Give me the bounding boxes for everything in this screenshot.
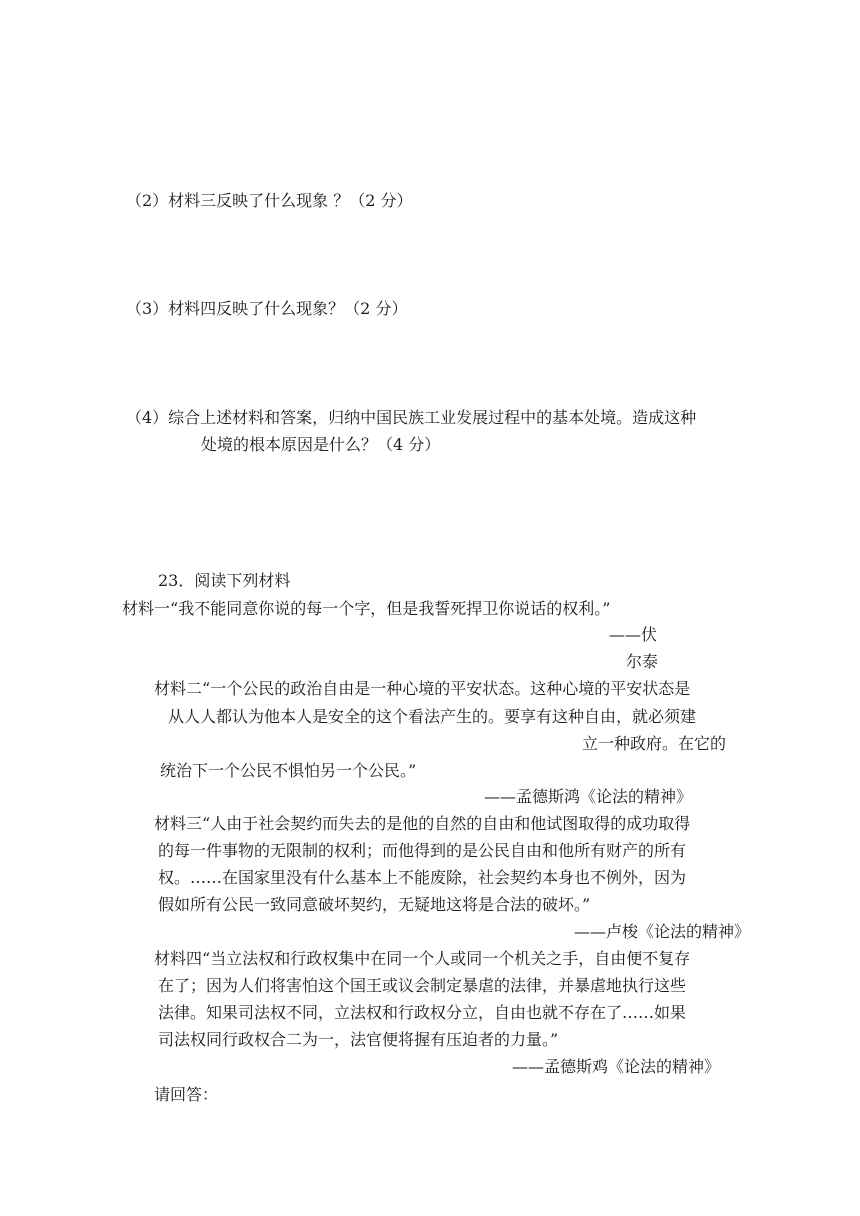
material-3-line-4: 假如所有公民一致同意破坏契约，无疑地这将是合法的破坏。” [158,895,591,914]
material-4-line-4: 司法权同行政权合二为一，法官便将握有压迫者的力量。” [158,1030,559,1049]
material-2-label: 材料二 [154,679,203,698]
material-4-line-2: 在了；因为人们将害怕这个国王或议会制定暴虐的法律，并暴虐地执行这些 [158,976,687,995]
material-4-line-1 [154,948,690,970]
material-1-text: “我不能同意你说的每一个字，但是我誓死捍卫你说话的权利。” [170,599,611,618]
material-2-line-2: 从人人都认为他本人是安全的这个看法产生的。要享有这种自由，就必须建 [168,707,697,726]
question-4-line-2: 处境的根本原因是什么？（4 分） [201,435,441,454]
material-2-line-3: 立一种政府。在它的 [582,734,727,753]
section-23-heading: 23．阅读下列材料 [158,571,291,590]
material-4-label: 材料四 [154,949,203,968]
material-4-text-1: “当立法权和行政权集中在同一个人或同一个机关之手，自由便不复存 [202,949,691,968]
material-4-line-3: 法律。知果司法权不同，立法权和行政权分立，自由也就不存在了……如果 [158,1003,687,1022]
material-3-text-1: “人由于社会契约而失去的是他的自然的自由和他试图取得的成功取得 [202,814,691,833]
material-4-source: ——孟德斯鸡《论法的精神》 [512,1057,721,1076]
material-3-label: 材料三 [154,814,203,833]
question-4-line-1: （4）综合上述材料和答案，归纳中国民族工业发展过程中的基本处境。造成这种 [126,408,697,427]
material-1 [122,598,610,620]
material-3-source: ——卢梭《论法的精神》 [574,922,751,941]
question-2: （2）材料三反映了什么现象 ？（2 分） [126,191,413,210]
material-1-label: 材料一 [122,599,171,618]
material-2-text-1: “一个公民的政治自由是一种心境的平安状态。这种心境的平安状态是 [202,679,691,698]
material-3-line-3: 权。……在国家里没有什么基本上不能废除，社会契约本身也不例外，因为 [158,868,687,887]
material-1-source-line-1: ——伏 [609,625,658,644]
material-3-line-2: 的每一件事物的无限制的权利；而他得到的是公民自由和他所有财产的所有 [158,841,687,860]
material-3-line-1 [154,813,690,835]
material-2-line-1 [154,678,690,700]
answer-prompt: 请回答： [154,1085,219,1104]
material-2-line-4: 统治下一个公民不惧怕另一个公民。” [160,761,417,780]
material-2-source: ——孟德斯鸿《论法的精神》 [484,787,693,806]
material-1-source-line-2: 尔泰 [626,652,659,671]
question-3: （3）材料四反映了什么现象？（2 分） [126,299,408,318]
